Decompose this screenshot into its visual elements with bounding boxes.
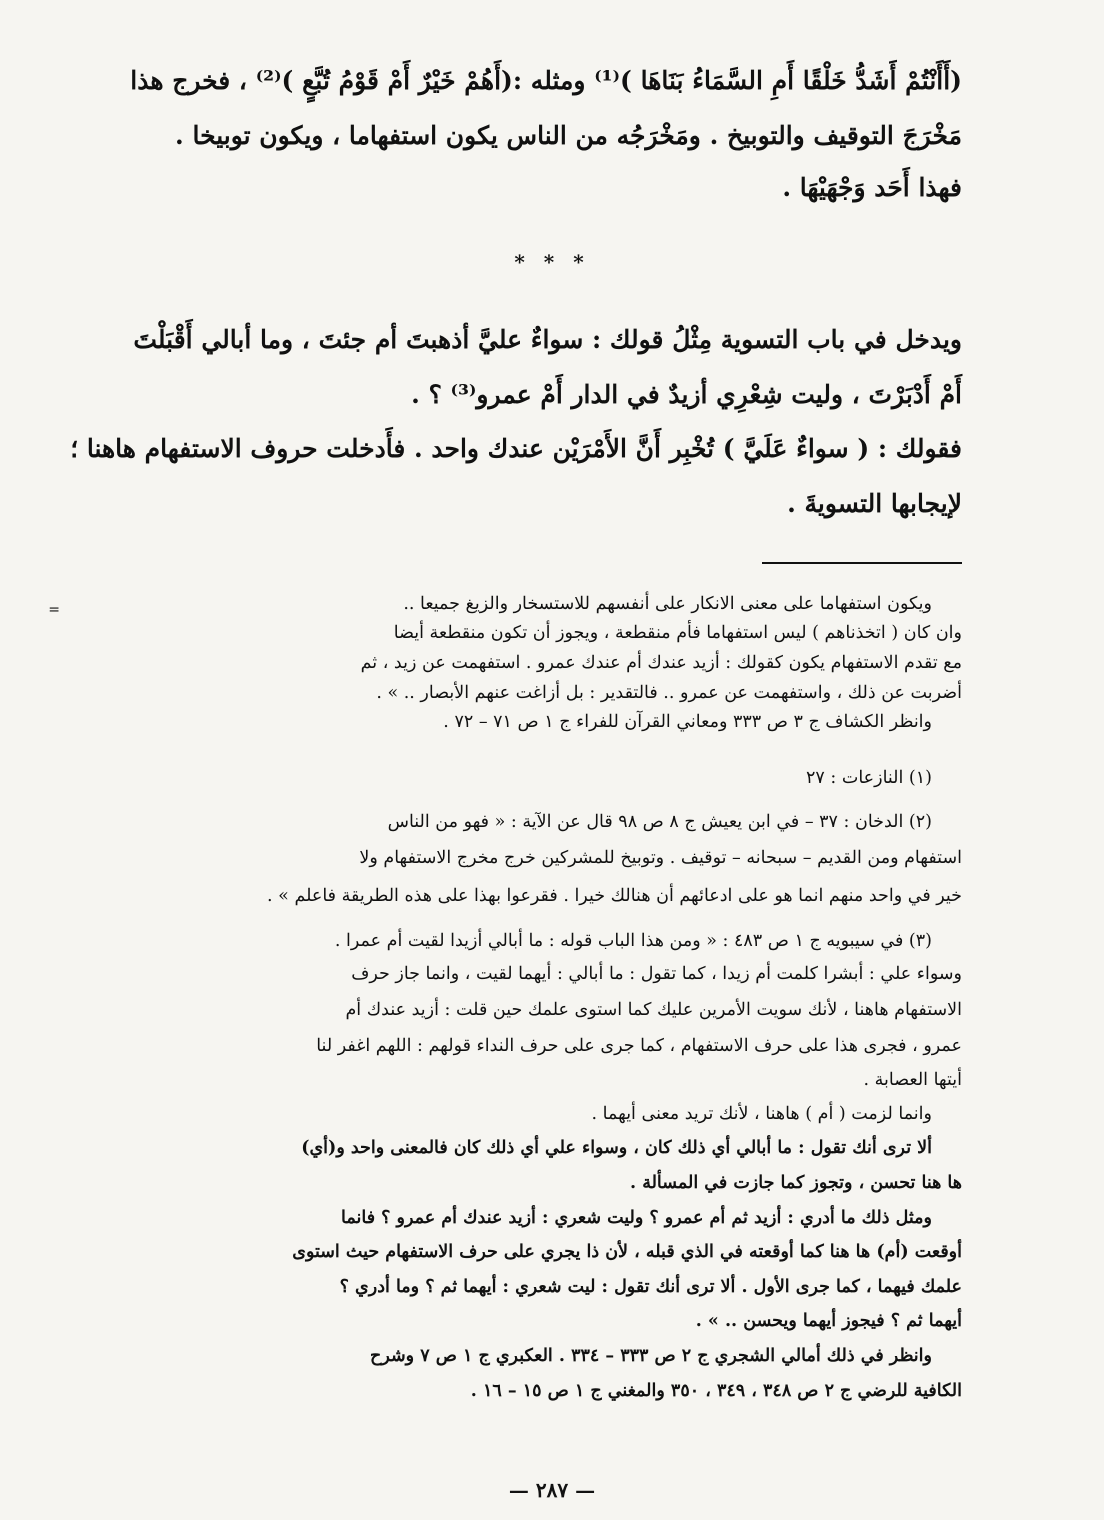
footnote-line: وان كان ( اتخذناهم ) ليس استفهاما فأم منقطعة ، ويجوز أن تكون منقطعة أيضا	[393, 623, 962, 643]
footnote-line: أضربت عن ذلك ، واستفهمت عن عمرو .. فالتقدير : بل أزاغت عنهم الأبصار .. » .	[376, 683, 962, 703]
footnote-line: عمرو ، فجرى هذا على حرف الاستفهام ، كما جرى على حرف النداء قولهم : اللهم اغفر لنا	[316, 1036, 962, 1056]
section-separator: * * *	[514, 250, 590, 274]
footnote-line: ويكون استفهاما على معنى الانكار على أنفسهم للاستسخار والزيغ جميعا ..	[403, 594, 932, 614]
footnote-line: أيهما ثم ؟ فيجوز أيهما ويحسن .. » .	[695, 1311, 962, 1331]
body-line-6: فقولك : ( سواءٌ عَلَيَّ ) تُخْبِر أَنَّ الأَمْرَيْن عندك واحد . فأَدخلت حروف الاستفهام هاهنا ؛	[70, 434, 962, 463]
footnote-line: ألا ترى أنك تقول : ما أبالي أي ذلك كان ، وسواء علي أي ذلك كان فالمعنى واحد و(أي)	[301, 1138, 932, 1158]
footnote-1: (١) النازعات : ٢٧	[806, 768, 932, 788]
footnote-continuation-mark: =	[48, 602, 60, 618]
footnote-line: وسواء علي : أبشرا كلمت أم زيدا ، كما تقول : ما أبالي : أيهما لقيت ، وانما جاز حرف	[351, 964, 962, 984]
footnote-line: علمك فيهما ، كما جرى الأول . ألا ترى أنك تقول : ليت شعري : أيهما ثم ؟ وما أدري ؟	[339, 1277, 962, 1297]
footnote-line: مع تقدم الاستفهام يكون كقولك : أزيد عندك أم عندك عمرو . استفهمت عن زيد ، ثم	[360, 653, 962, 673]
body-line-5: أَمْ أَدْبَرْتَ ، وليت شِعْرِي أزيدٌ في الدار أَمْ عمرو⁽³⁾ ؟ .	[411, 380, 962, 409]
body-line-7: لإيجابها التسويةَ .	[787, 489, 962, 518]
footnote-line: خير في واحد منهم انما هو على ادعائهم أن هنالك خيرا . فقرعوا بهذا على هذه الطريقة فاعلم » .	[267, 886, 962, 906]
footnote-line: وانظر الكشاف ج ٣ ص ٣٣٣ ومعاني القرآن للفراء ج ١ ص ٧١ – ٧٢ .	[443, 712, 932, 732]
body-line-4: ويدخل في باب التسوية مِثْلُ قولك : سواءٌ عليَّ أذهبتَ أم جئتَ ، وما أبالي أَقْبَلْتَ	[133, 325, 962, 354]
footnote-line: أوقعت (أم) ها هنا كما أوقعته في الذي قبله ، لأن ذا يجري على حرف الاستفهام حيث استوى	[292, 1242, 962, 1262]
footnote-line: ومثل ذلك ما أدري : أزيد ثم أم عمرو ؟ وليت شعري : أزيد عندك أم عمرو ؟ فانما	[341, 1208, 932, 1228]
footnote-rule	[762, 562, 962, 564]
footnote-2: (٢) الدخان : ٣٧ – في ابن يعيش ج ٨ ص ٩٨ قال عن الآية : « فهو من الناس	[387, 812, 932, 832]
footnote-line: أيتها العصابة .	[863, 1070, 962, 1090]
footnote-line: استفهام ومن القديم – سبحانه – توقيف . وتوبيخ للمشركين خرج مخرج الاستفهام ولا	[359, 848, 962, 868]
footnote-line: وانما لزمت ( أم ) هاهنا ، لأنك تريد معنى أيهما .	[591, 1104, 932, 1124]
body-line-1: (أَأَنْتُمْ أَشَدُّ خَلْقًا أَمِ السَّمَاءُ بَنَاهَا )⁽¹⁾ ومثله :(أَهُمْ خَيْرٌ أَمْ قَوْمُ تُبَّعٍ )⁽²⁾ ، فخرج هذا	[130, 66, 962, 95]
body-line-2: مَخْرَجَ التوقيف والتوبيخ . ومَخْرَجُه من الناس يكون استفهاما ، ويكون توبيخا .	[175, 121, 962, 150]
body-line-3: فهذا أَحَد وَجْهَيْهَا .	[782, 173, 962, 202]
footnote-line: ها هنا تحسن ، وتجوز كما جازت في المسألة .	[630, 1173, 962, 1193]
footnote-line: وانظر في ذلك أمالي الشجري ج ٢ ص ٣٣٣ – ٣٣٤ . العكبري ج ١ ص ٧ وشرح	[370, 1346, 932, 1366]
footnote-line: الاستفهام هاهنا ، لأنك سويت الأمرين عليك كما استوى علمك حين قلت : أزيد عندك أم	[345, 1000, 962, 1020]
page-number: — ٢٨٧ —	[508, 1478, 596, 1502]
footnote-line: الكافية للرضي ج ٢ ص ٣٤٨ ، ٣٤٩ ، ٣٥٠ والمغني ج ١ ص ١٥ – ١٦ .	[470, 1381, 962, 1401]
footnote-3: (٣) في سيبويه ج ١ ص ٤٨٣ : « ومن هذا الباب قوله : ما أبالي أزيدا لقيت أم عمرا .	[334, 931, 932, 951]
